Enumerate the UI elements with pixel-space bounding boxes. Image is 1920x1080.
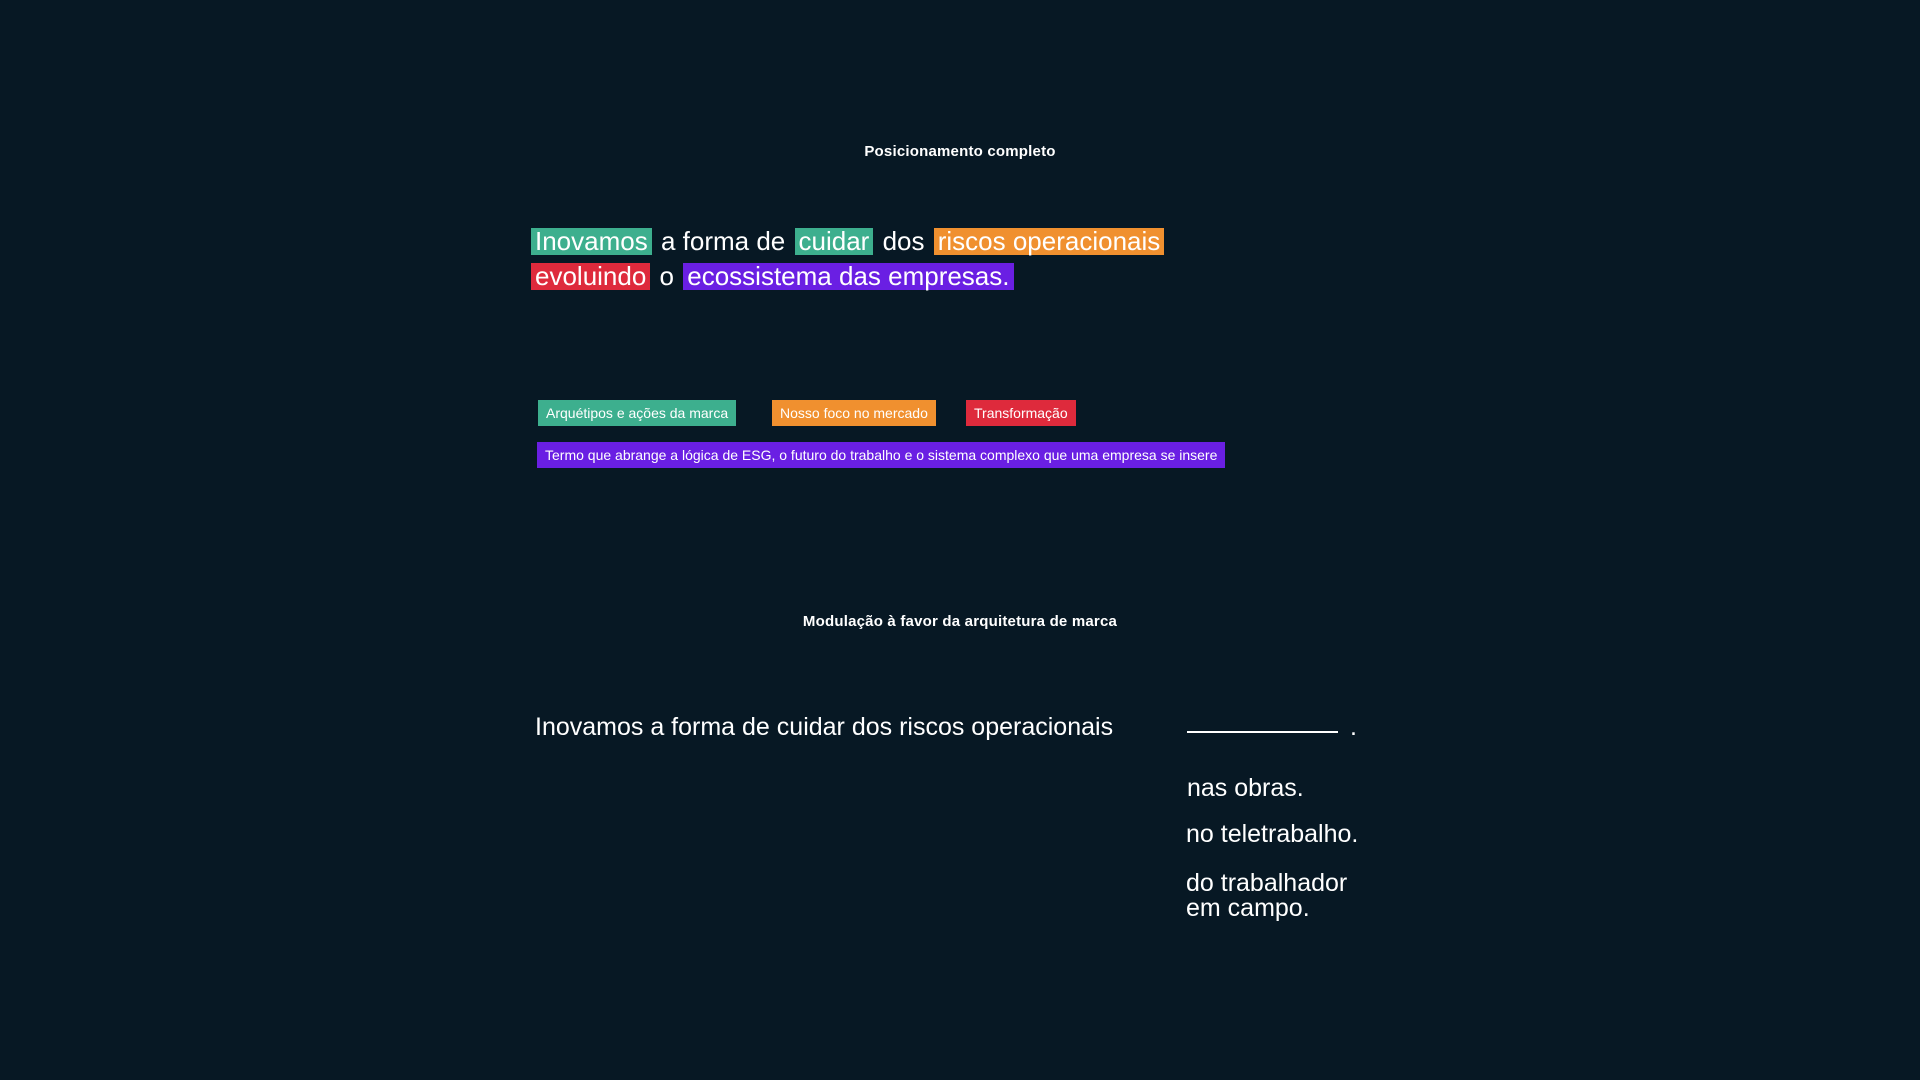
legend-tag-purple: Termo que abrange a lógica de ESG, o futuro do trabalho e o sistema complexo que uma empresa se insere: [537, 442, 1225, 468]
headline-plain-text: o: [659, 261, 675, 291]
headline-line-1: [531, 224, 1164, 259]
option-em-campo: em campo.: [1186, 894, 1310, 922]
highlight-word-purple: ecossistema das empresas.: [683, 263, 1013, 290]
modulation-sentence: Inovamos a forma de cuidar dos riscos operacionais: [535, 713, 1114, 741]
option-trabalhador: do trabalhador: [1186, 869, 1348, 897]
highlight-word-orange: riscos operacionais: [934, 228, 1165, 255]
legend-tag-orange: Nosso foco no mercado: [772, 400, 936, 426]
legend-tag-teal: Arquétipos e ações da marca: [538, 400, 736, 426]
sentence-period: .: [1350, 713, 1357, 741]
fill-in-blank-line: [1187, 731, 1338, 733]
option-nas-obras: nas obras.: [1187, 774, 1304, 802]
highlight-word-red: evoluindo: [531, 263, 650, 290]
headline-plain-text: a forma de: [660, 226, 786, 256]
section-title-positioning: Posicionamento completo: [864, 143, 1056, 160]
highlight-word-teal: Inovamos: [531, 228, 652, 255]
highlight-word-teal: cuidar: [795, 228, 874, 255]
legend-tag-red: Transformação: [966, 400, 1076, 426]
section-title-modulation: Modulação à favor da arquitetura de marca: [802, 613, 1118, 630]
positioning-headline: [531, 224, 1164, 294]
option-teletrabalho: no teletrabalho.: [1186, 820, 1359, 848]
headline-line-2: [531, 259, 1164, 294]
headline-plain-text: dos: [882, 226, 925, 256]
